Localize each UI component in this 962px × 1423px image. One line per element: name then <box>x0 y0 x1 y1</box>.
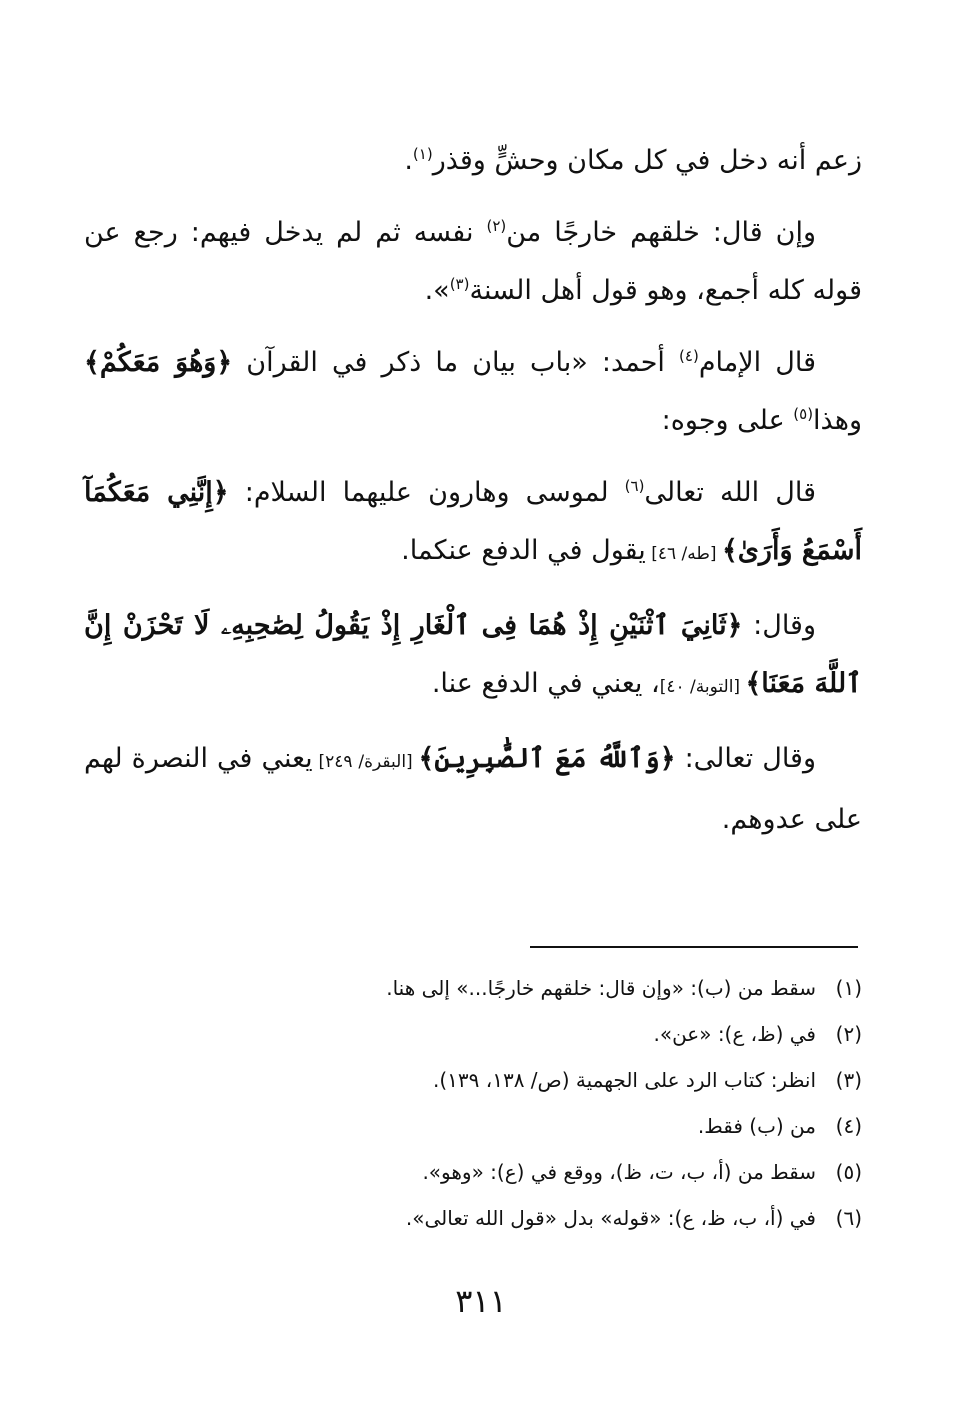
paragraph-5 <box>84 597 862 716</box>
paragraph-text: ». <box>424 275 450 306</box>
paragraph-text: . <box>404 145 413 176</box>
paragraph-text: يقول في الدفع عنكما. <box>401 535 646 566</box>
footnote-number: (٣) <box>835 1068 862 1092</box>
paragraph-text: ، يعني في الدفع عنا. <box>431 668 660 699</box>
paragraph-text: وهذا <box>813 405 862 436</box>
footnote-5 <box>150 1149 862 1195</box>
footnotes-section <box>150 965 862 1241</box>
footnote-text: في (ظ، ع): «عن». <box>653 1022 816 1046</box>
paragraph-3 <box>84 334 862 450</box>
footnote-number: (٦) <box>835 1206 862 1230</box>
footnote-2 <box>150 1011 862 1057</box>
paragraph-text: قال الإمام <box>698 347 816 378</box>
quran-verse: ﴿وَٱللَّهُ مَعَ ٱلصَّٰبِرِينَ﴾ <box>418 743 676 774</box>
footnote-ref: (١) <box>412 145 433 163</box>
paragraph-text: وقال تعالى: <box>675 743 816 774</box>
paragraph-text: وإن قال: خلقهم خارجًا من <box>506 217 816 248</box>
footnote-4 <box>150 1103 862 1149</box>
footnote-number: (٤) <box>835 1114 862 1138</box>
paragraph-text: يعني في النصرة لهم على عدوهم. <box>84 743 862 835</box>
paragraph-text: أحمد: «باب بيان ما ذكر في القرآن <box>232 347 680 378</box>
footnote-ref: (٤) <box>679 347 699 365</box>
footnote-6 <box>150 1195 862 1241</box>
footnote-text: في (أ، ب، ظ، ع): «قوله» بدل «قول الله تعالى». <box>405 1206 816 1230</box>
paragraph-text: لموسى وهارون عليهما السلام: <box>228 477 625 508</box>
quran-verse: ﴿وَهُوَ مَعَكُمْ﴾ <box>84 347 233 378</box>
paragraph-text: قال الله تعالى <box>644 477 816 508</box>
paragraph-text: وقال: <box>742 610 817 641</box>
footnote-ref: (٥) <box>793 405 814 423</box>
quran-verse: ﴿إِنَّنِي مَعَكُمَآ أَسْمَعُ وَأَرَىٰ﴾ <box>84 477 862 566</box>
footnote-3 <box>150 1057 862 1103</box>
footnote-1 <box>150 965 862 1011</box>
footnote-text: انظر: كتاب الرد على الجهمية (ص/ ١٣٨، ١٣٩). <box>432 1068 816 1092</box>
page-number: ٣١١ <box>455 1282 507 1320</box>
footnote-text: سقط من (ب): «وإن قال: خلقهم خارجًا...» إلى هنا. <box>386 976 816 1000</box>
verse-reference: [التوبة/ ٤٠] <box>659 677 746 697</box>
verse-reference: [طه/ ٤٦] <box>645 544 722 564</box>
paragraph-1 <box>84 132 862 190</box>
paragraph-text: على وجوه: <box>661 405 794 436</box>
footnote-number: (٥) <box>835 1160 862 1184</box>
paragraph-text: زعم أنه دخل في كل مكان وحشٍّ وقذر <box>432 145 862 176</box>
paragraph-text: نفسه ثم لم يدخل فيهم: رجع عن قوله كله أجمع، وهو قول أهل السنة <box>84 217 862 306</box>
footnote-text: سقط من (أ، ب، ت، ظ)، ووقع في (ع): «وهو». <box>422 1160 816 1184</box>
footnote-divider <box>530 946 858 948</box>
footnote-number: (١) <box>835 976 862 1000</box>
footnote-ref: (٦) <box>624 477 645 495</box>
footnote-ref: (٢) <box>486 217 507 235</box>
main-text-body <box>84 132 862 863</box>
footnote-ref: (٣) <box>449 275 470 293</box>
paragraph-4 <box>84 464 862 583</box>
paragraph-2 <box>84 204 862 320</box>
footnote-number: (٢) <box>835 1022 862 1046</box>
paragraph-6 <box>84 730 862 849</box>
quran-verse: ﴿ثَانِيَ ٱثْنَيْنِ إِذْ هُمَا فِى ٱلْغَارِ إِذْ يَقُولُ لِصَٰحِبِهِۦ لَا تَحْزَنْ إِنَّ ٱللَّهَ مَعَنَا﴾ <box>84 610 862 699</box>
verse-reference: [البقرة/ ٢٤٩] <box>312 752 419 772</box>
footnote-text: من (ب) فقط. <box>697 1114 816 1138</box>
